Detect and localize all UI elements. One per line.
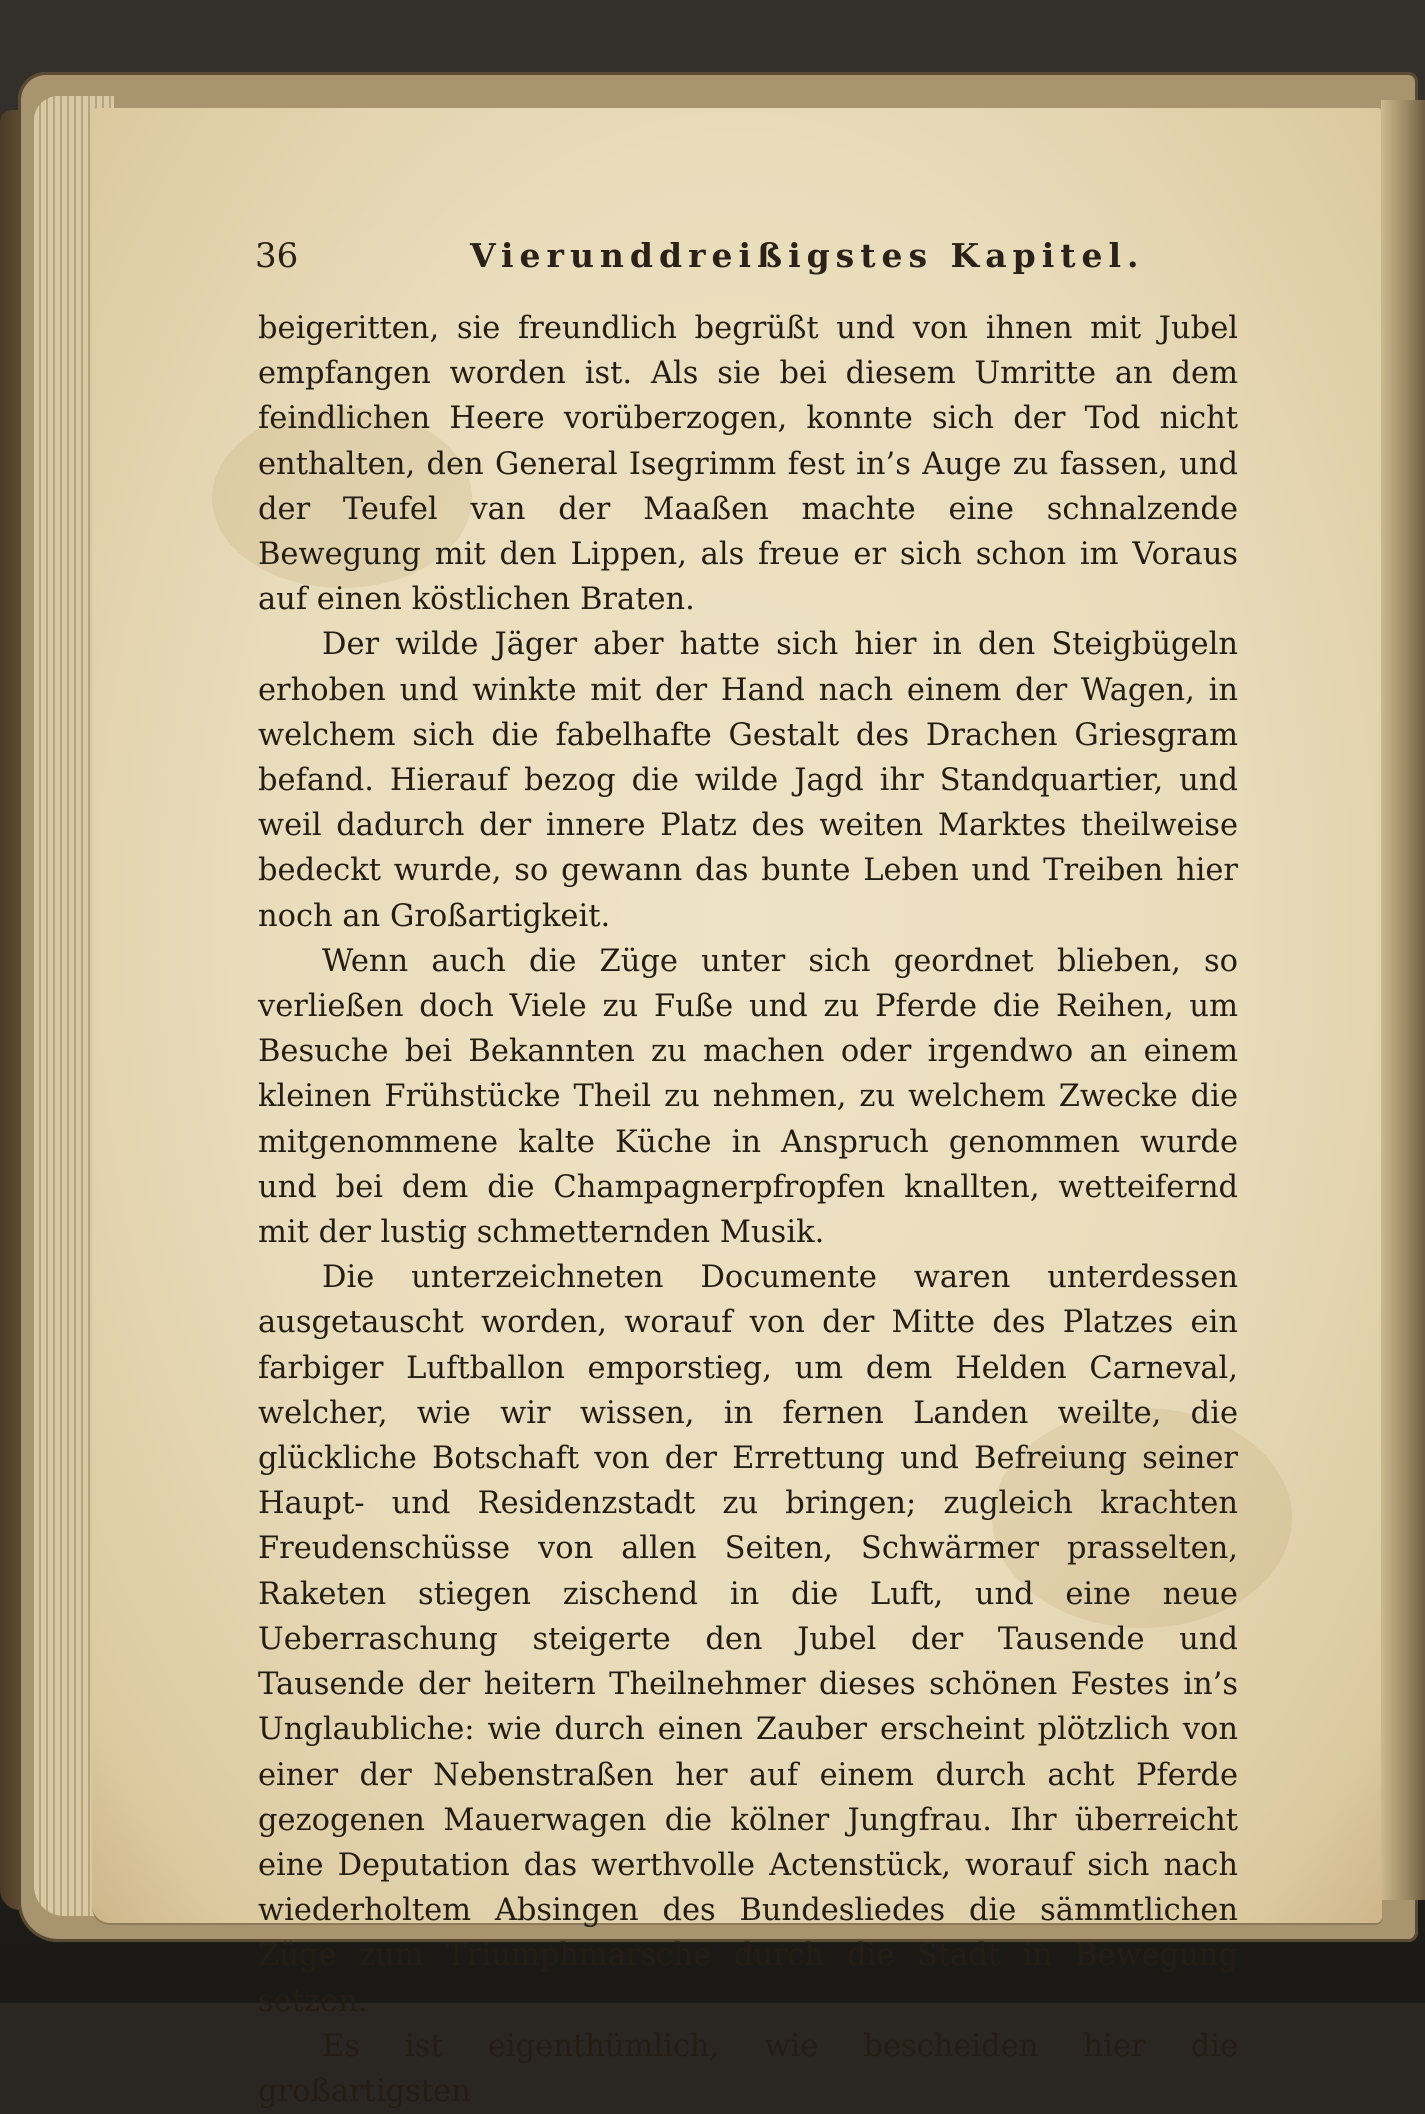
book-spine [1381,100,1425,1900]
running-head: Vierunddreißigstes Kapitel. [470,236,1145,275]
paragraph: beigeritten, sie freundlich begrüßt und von ihnen mit Jubel empfangen worden ist. Als sie bei diesem Umritte an dem feindlichen Heere vorüberzogen, konnte sich der Tod nicht enthalten, den General Isegrimm fest in’s Auge zu fassen, und der Teufel van der Maaßen machte eine schnalzende Bewegung mit den Lippen, als freue er sich schon im Voraus auf einen köstlichen Braten. [258,311,1238,618]
paragraph: Die unterzeichneten Documente waren unterdessen ausgetauscht worden, worauf von der Mitte des Platzes ein farbiger Luftballon emporstieg, um dem Helden Carneval, welcher, wie wir wissen, in fernen Landen weilte, die glückliche Botschaft von der Errettung und Befreiung seiner Haupt- und Residenzstadt zu bringen; zugleich krachten Freudenschüsse von allen Seiten, Schwärmer prasselten, Raketen stiegen zischend in die Luft, und eine neue Ueberraschung steigerte den Jubel der Tausende und Tausende der heitern Theilnehmer dieses schönen Festes in’s Unglaubliche: wie durch einen Zauber erscheint plötzlich von einer der Nebenstraßen her auf einem durch acht Pferde gezogenen Mauerwagen die kölner Jungfrau. Ihr überreicht eine Deputation das werthvolle Actenstück, worauf sich nach wiederholtem Absingen des Bundesliedes die sämmtlichen Züge zum Triumphmarsche durch die Stadt in Bewegung setzen. [258,1260,1238,2019]
paragraph: Wenn auch die Züge unter sich geordnet blieben, so verließen doch Viele zu Fuße und zu Pferde die Reihen, um Besuche bei Bekannten zu machen oder irgendwo an einem kleinen Frühstücke Theil zu nehmen, zu welchem Zwecke die mitgenommene kalte Küche in Anspruch genommen wurde und bei dem die Champagnerpfropfen knallten, wetteifernd mit der lustig schmetternden Musik. [258,943,1238,1251]
paragraph: Es ist eigenthümlich, wie bescheiden hier die großartigsten [258,2028,1238,2109]
paragraph: Der wilde Jäger aber hatte sich hier in den Steigbügeln erhoben und winkte mit der Hand nach einem der Wagen, in welchem sich die fabelhafte Gestalt des Drachen Griesgram befand. Hierauf bezog die wilde Jagd ihr Standquartier, und weil dadurch der innere Platz des weiten Marktes theilweise bedeckt wurde, so gewann das bunte Leben und Treiben hier noch an Großartigkeit. [258,627,1238,934]
body-text [258,306,1238,2114]
page-number: 36 [255,236,299,276]
page-header [255,230,1255,290]
